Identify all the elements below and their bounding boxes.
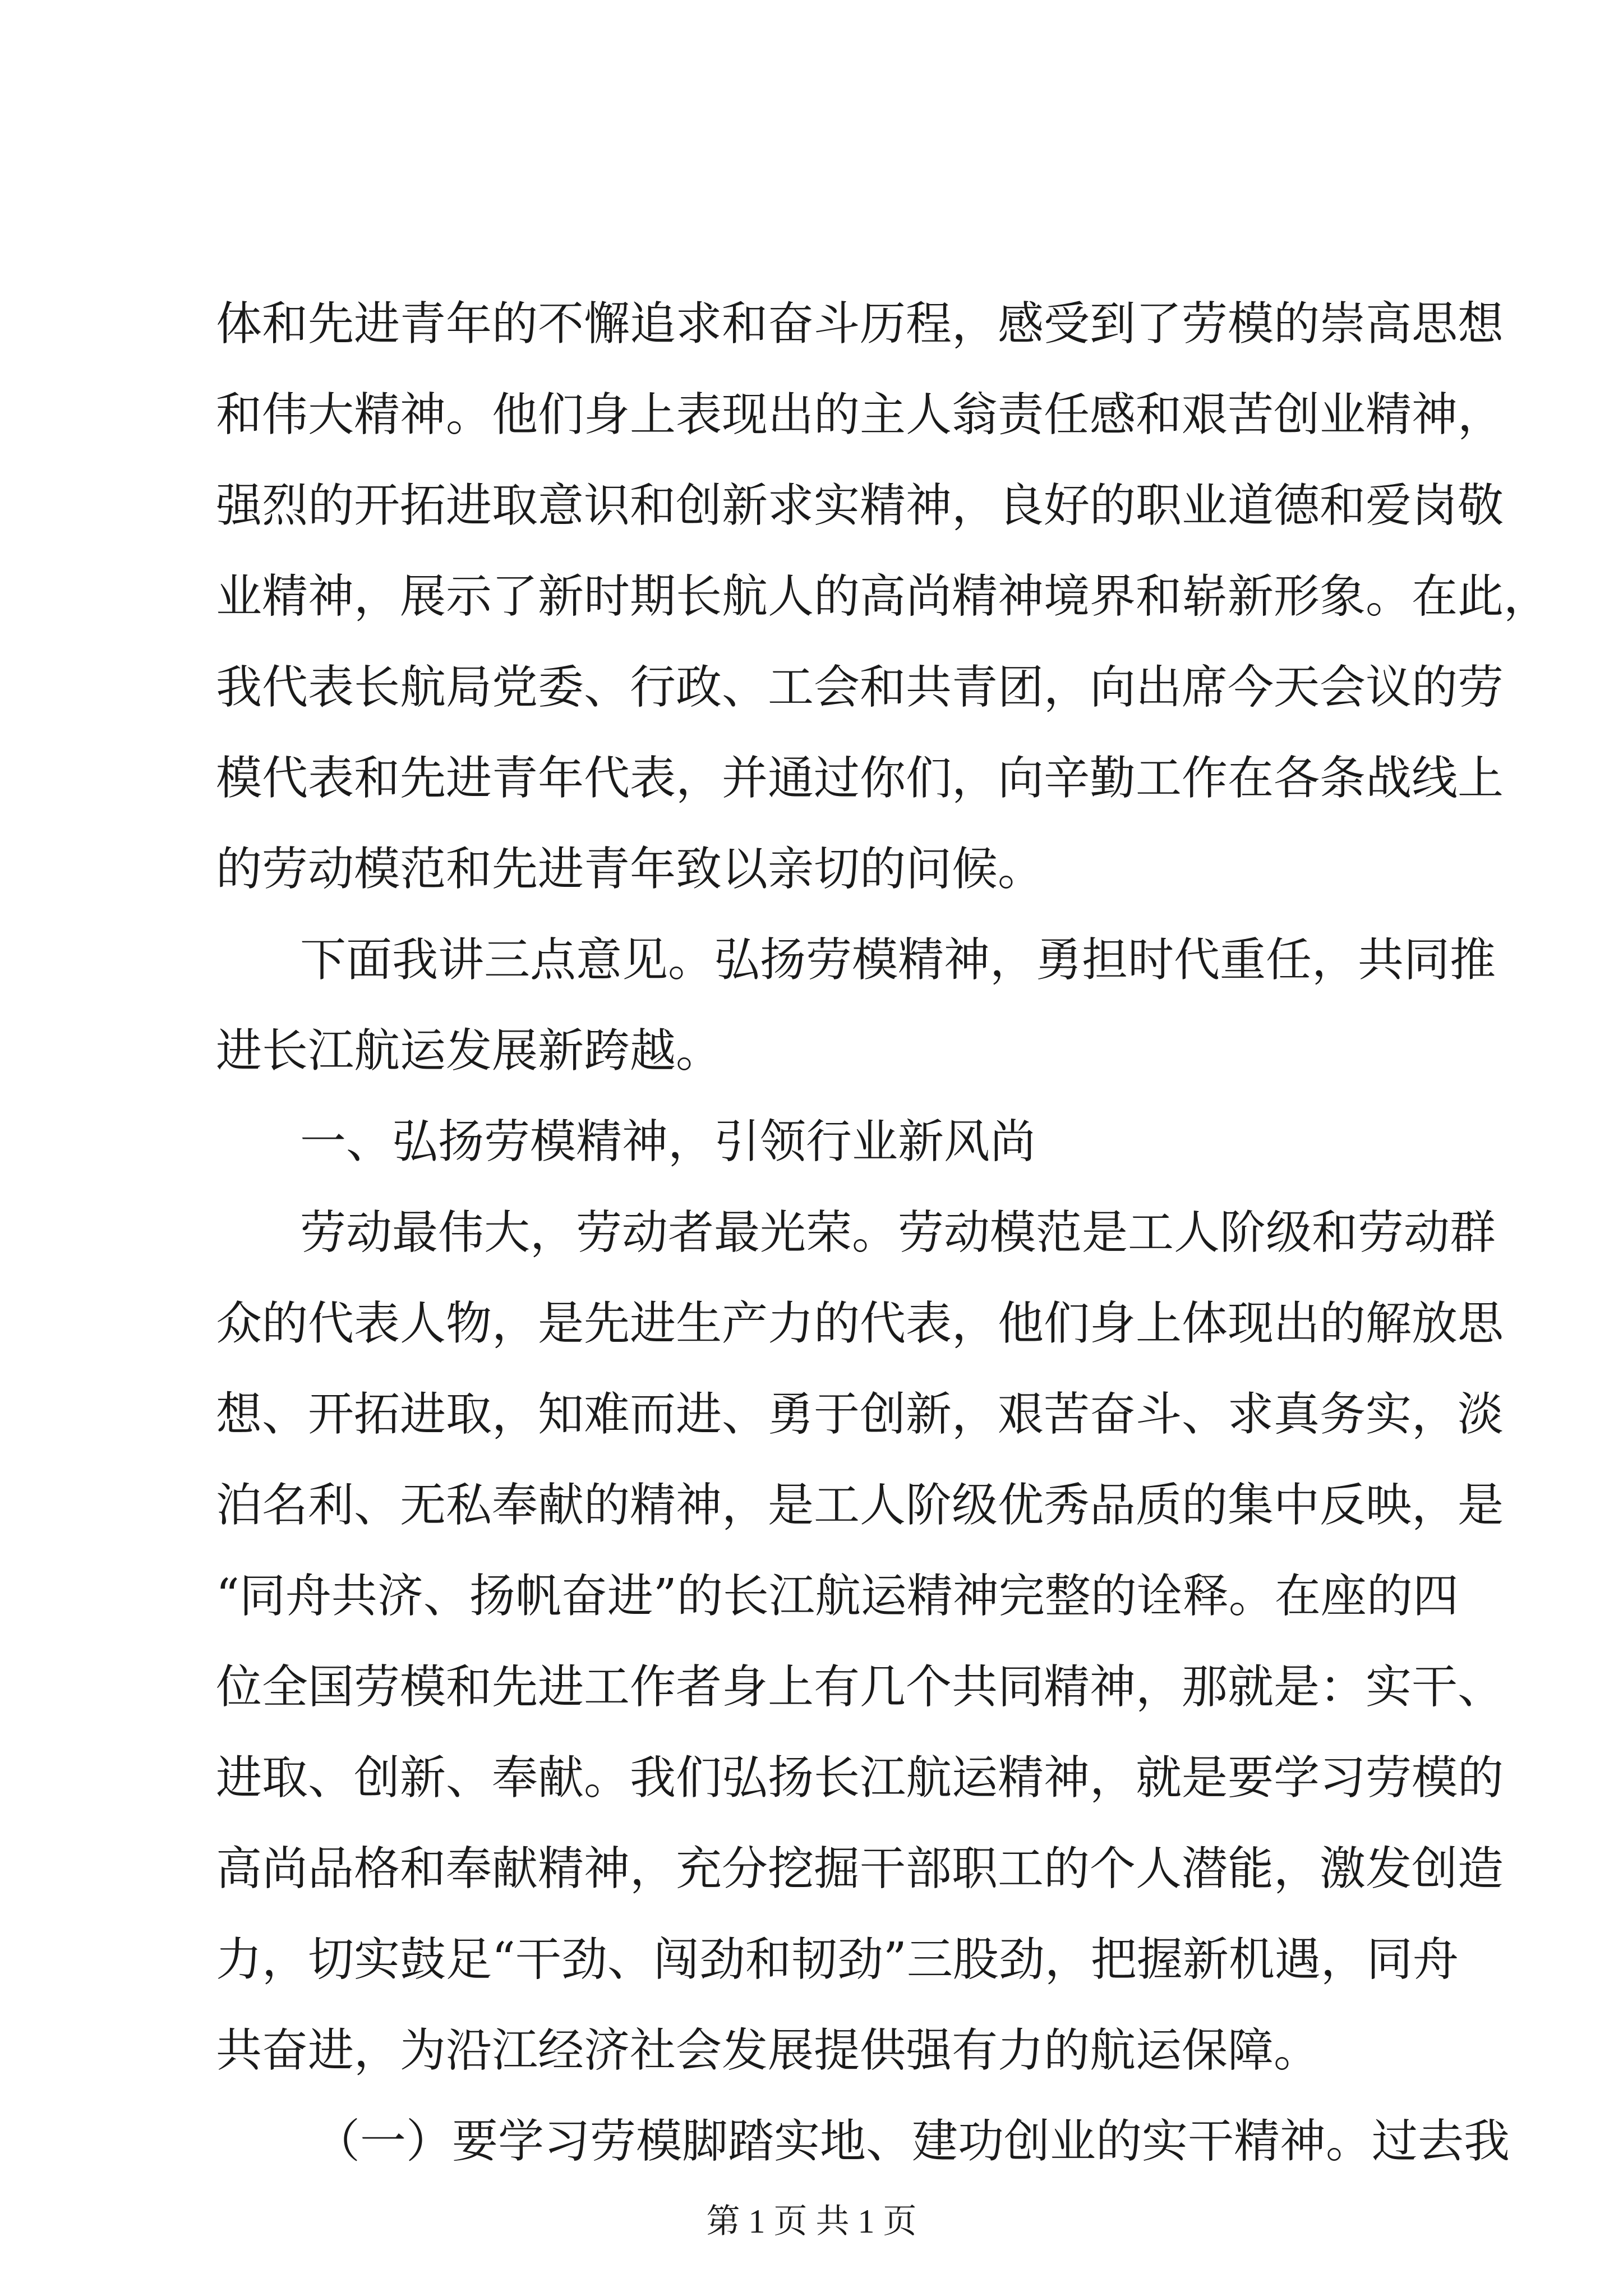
paragraph-line: 众的代表人物，是先进生产力的代表，他们身上体现出的解放思: [216, 1297, 1504, 1350]
paragraph-line: 想、开拓进取，知难而进、勇于创新，艰苦奋斗、求真务实，淡: [216, 1388, 1504, 1441]
paragraph-line: 劳动最伟大，劳动者最光荣。劳动模范是工人阶级和劳动群: [300, 1206, 1496, 1259]
paragraph-line: 力，切实鼓足“干劲、闯劲和韧劲”三股劲，把握新机遇，同舟: [216, 1933, 1459, 1986]
paragraph-line: 位全国劳模和先进工作者身上有几个共同精神，那就是：实干、: [216, 1660, 1504, 1714]
section-heading: 一、弘扬劳模精神，引领行业新风尚: [300, 1115, 1036, 1168]
paragraph-line: 强烈的开拓进取意识和创新求实精神，良好的职业道德和爱岗敬: [216, 479, 1504, 532]
subsection-heading: （一）要学习劳模脚踏实地、建功创业的实干精神。过去我: [314, 2115, 1510, 2168]
paragraph-line: 下面我讲三点意见。弘扬劳模精神，勇担时代重任，共同推: [300, 933, 1496, 987]
paragraph-line: 进取、创新、奉献。我们弘扬长江航运精神，就是要学习劳模的: [216, 1751, 1504, 1805]
paragraph-line: 模代表和先进青年代表，并通过你们，向辛勤工作在各条战线上: [216, 752, 1504, 805]
paragraph-line: 我代表长航局党委、行政、工会和共青团，向出席今天会议的劳: [216, 661, 1504, 714]
paragraph-line: 泊名利、无私奉献的精神，是工人阶级优秀品质的集中反映，是: [216, 1479, 1504, 1532]
paragraph-line: 体和先进青年的不懈追求和奋斗历程，感受到了劳模的崇高思想: [216, 297, 1504, 351]
page-number-footer: 第 1 页 共 1 页: [706, 2203, 917, 2240]
paragraph-line: 高尚品格和奉献精神，充分挖掘干部职工的个人潜能，激发创造: [216, 1842, 1504, 1895]
paragraph-line: 和伟大精神。他们身上表现出的主人翁责任感和艰苦创业精神，: [216, 388, 1504, 441]
paragraph-line: “同舟共济、扬帆奋进”的长江航运精神完整的诠释。在座的四: [216, 1570, 1459, 1623]
paragraph-line: 进长江航运发展新跨越。: [216, 1024, 722, 1078]
paragraph-line: 业精神，展示了新时期长航人的高尚精神境界和崭新形象。在此，: [216, 570, 1550, 623]
paragraph-line: 共奋进，为沿江经济社会发展提供强有力的航运保障。: [216, 2024, 1320, 2077]
paragraph-line: 的劳动模范和先进青年致以亲切的问候。: [216, 843, 1044, 896]
